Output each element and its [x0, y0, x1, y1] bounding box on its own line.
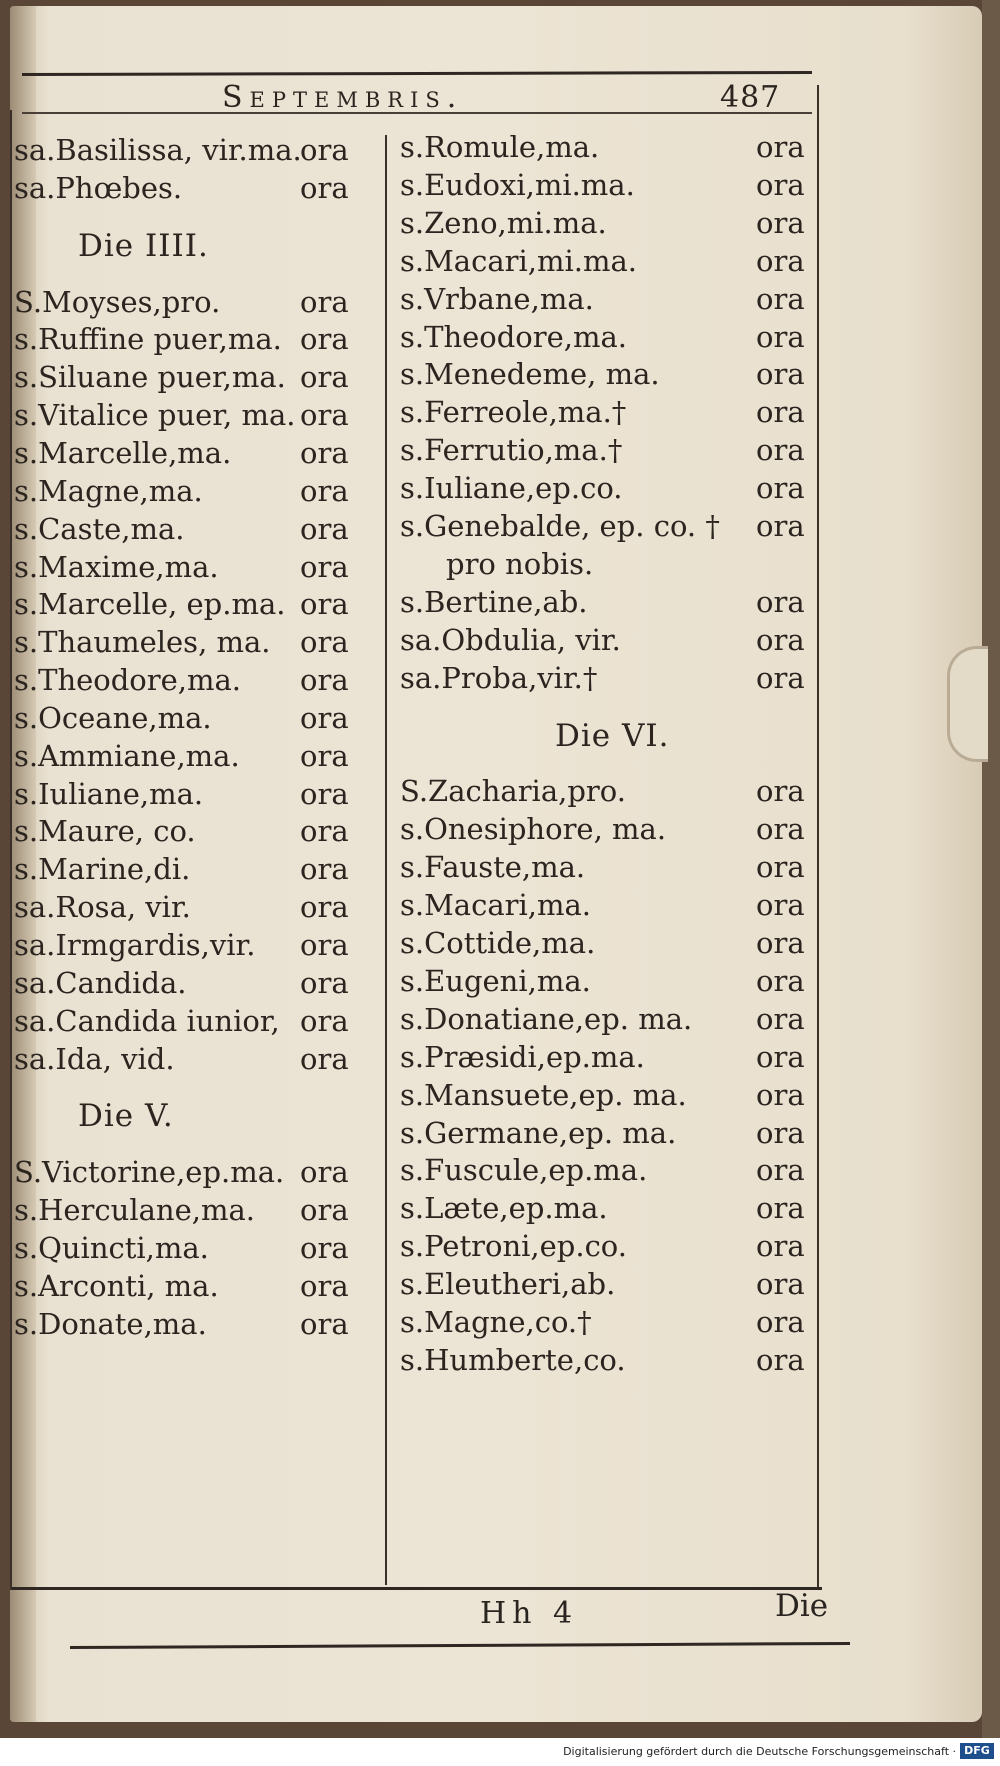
saint-entry: s.Romule,ma.: [400, 130, 600, 164]
saint-entry: s.Quincti,ma.: [14, 1230, 209, 1265]
saint-entry: S.Victorine,ep.ma.: [14, 1155, 285, 1190]
ora-response: ora: [756, 1342, 805, 1377]
ora-response: ora: [300, 852, 349, 887]
saint-entry: s.Iuliane,ep.co.: [400, 471, 623, 506]
saint-entry: s.Macari,ma.: [400, 888, 591, 923]
ora-response: ora: [300, 170, 349, 205]
ora-response: ora: [300, 1306, 349, 1341]
saint-entry: sa.Proba,vir.†: [400, 660, 598, 695]
saint-entry: s.Vrbane,ma.: [400, 281, 594, 316]
saint-entry: s.Magne,co.†: [400, 1305, 592, 1339]
saint-entry: pro nobis.: [446, 546, 594, 581]
saint-entry: sa.Candida iunior,: [14, 1003, 280, 1038]
ora-response: ora: [300, 1041, 349, 1076]
ora-response: ora: [756, 509, 805, 543]
dfg-logo: DFG: [960, 1743, 994, 1759]
ora-response: ora: [756, 584, 805, 619]
saint-entry: sa.Candida.: [14, 965, 187, 1000]
saint-entry: s.Maure, co.: [14, 814, 196, 849]
saint-entry: s.Præsidi,ep.ma.: [400, 1039, 645, 1074]
ora-response: ora: [300, 776, 349, 811]
ora-response: ora: [300, 1193, 349, 1228]
saint-entry: s.Marcelle,ma.: [14, 435, 232, 470]
column-divider-rule: [385, 135, 387, 1585]
ora-response: ora: [756, 167, 805, 202]
book-edge: [982, 0, 1000, 1738]
catchword: Die: [775, 1588, 829, 1624]
ora-response: ora: [756, 1267, 805, 1302]
ora-response: ora: [300, 133, 349, 167]
saint-entry: sa.Ida, vid.: [14, 1041, 175, 1076]
ora-response: ora: [300, 1230, 349, 1265]
saint-entry: s.Fuscule,ep.ma.: [400, 1153, 648, 1188]
ora-response: ora: [300, 1003, 349, 1038]
saint-entry: s.Onesiphore, ma.: [400, 812, 667, 847]
saint-entry: s.Caste,ma.: [14, 511, 185, 546]
ora-response: ora: [300, 587, 349, 622]
ora-response: ora: [756, 243, 805, 278]
saint-entry: s.Maxime,ma.: [14, 549, 219, 584]
funding-credit: Digitalisierung gefördert durch die Deutsche Forschungsgemeinschaft ·: [563, 1745, 956, 1758]
saint-entry: s.Ruffine puer,ma.: [14, 322, 282, 357]
saint-entry: s.Eudoxi,mi.ma.: [400, 167, 635, 202]
saint-entry: sa.Irmgardis,vir.: [14, 928, 256, 962]
ora-response: ora: [756, 205, 805, 240]
saint-entry: s.Menedeme, ma.: [400, 357, 660, 392]
ora-response: ora: [756, 963, 805, 998]
saint-entry: s.Theodore,ma.: [14, 663, 242, 698]
ora-response: ora: [300, 928, 349, 962]
ora-response: ora: [756, 812, 805, 847]
ora-response: ora: [756, 1191, 805, 1226]
saint-entry: s.Zeno,mi.ma.: [400, 205, 607, 240]
ora-response: ora: [300, 625, 349, 660]
ora-response: ora: [756, 850, 805, 885]
text-block-bottom-rule: [12, 1587, 822, 1590]
ora-response: ora: [300, 700, 349, 735]
ora-response: ora: [300, 738, 349, 773]
ora-response: ora: [756, 888, 805, 923]
saint-entry: s.Marine,di.: [14, 852, 191, 887]
page-number: 487: [720, 80, 781, 115]
saint-entry: sa.Obdulia, vir.: [400, 622, 621, 657]
ora-response: ora: [300, 360, 349, 395]
right-border-rule: [817, 85, 819, 1590]
saint-entry: s.Herculane,ma.: [14, 1193, 255, 1228]
saint-entry: s.Genebalde, ep. co. †: [400, 509, 720, 543]
saint-entry: s.Thaumeles, ma.: [14, 625, 271, 660]
ora-response: ora: [756, 130, 805, 164]
saint-entry: s.Macari,mi.ma.: [400, 243, 637, 278]
saint-entry: s.Iuliane,ma.: [14, 776, 204, 811]
left-border-rule: [10, 110, 12, 1590]
ora-response: ora: [756, 622, 805, 657]
saint-entry: sa.Phœbes.: [14, 170, 183, 205]
ora-response: ora: [300, 473, 349, 508]
ora-response: ora: [756, 281, 805, 316]
ora-response: ora: [300, 398, 349, 433]
day-heading: Die IIII.: [78, 227, 209, 264]
saint-entry: sa.Rosa, vir.: [14, 890, 191, 925]
day-heading: Die VI.: [555, 717, 670, 754]
saint-entry: sa.Basilissa, vir.ma.: [14, 133, 302, 167]
saint-entry: s.Donatiane,ep. ma.: [400, 1001, 693, 1036]
ora-response: ora: [300, 322, 349, 357]
ora-response: ora: [756, 1077, 805, 1112]
saint-entry: s.Ferreole,ma.†: [400, 395, 627, 430]
ora-response: ora: [756, 1153, 805, 1188]
saint-entry: s.Bertine,ab.: [400, 584, 588, 619]
running-title: Septembris.: [222, 80, 464, 115]
ora-response: ora: [300, 549, 349, 584]
saint-entry: s.Mansuete,ep. ma.: [400, 1077, 687, 1112]
ora-response: ora: [756, 395, 805, 430]
day-heading: Die V.: [78, 1098, 174, 1135]
saint-entry: s.Petroni,ep.co.: [400, 1229, 627, 1264]
saint-entry: s.Humberte,co.: [400, 1342, 626, 1377]
saint-entry: s.Ammiane,ma.: [14, 738, 240, 773]
saint-entry: s.Magne,ma.: [14, 473, 203, 508]
saint-entry: s.Læte,ep.ma.: [400, 1191, 608, 1226]
ora-response: ora: [756, 319, 805, 354]
ora-response: ora: [756, 1001, 805, 1036]
ora-response: ora: [300, 435, 349, 470]
ora-response: ora: [756, 660, 805, 695]
saint-entry: s.Donate,ma.: [14, 1306, 207, 1341]
saint-entry: s.Theodore,ma.: [400, 319, 628, 354]
saint-entry: s.Cottide,ma.: [400, 926, 596, 960]
saint-entry: s.Eleutheri,ab.: [400, 1267, 616, 1302]
digitization-footer: [0, 1738, 1000, 1766]
ora-response: ora: [756, 926, 805, 960]
ora-response: ora: [300, 814, 349, 849]
saint-entry: s.Siluane puer,ma.: [14, 360, 286, 395]
ora-response: ora: [300, 284, 349, 319]
ora-response: ora: [756, 1115, 805, 1150]
signature-mark: Hh 4: [480, 1596, 579, 1631]
saint-entry: s.Germane,ep. ma.: [400, 1115, 677, 1150]
ora-response: ora: [756, 1039, 805, 1074]
ora-response: ora: [300, 663, 349, 698]
ora-response: ora: [756, 774, 805, 809]
ora-response: ora: [300, 511, 349, 546]
ora-response: ora: [300, 890, 349, 925]
saint-entry: s.Eugeni,ma.: [400, 963, 591, 998]
page-clip: [947, 646, 988, 762]
ora-response: ora: [300, 965, 349, 1000]
saint-entry: s.Oceane,ma.: [14, 700, 212, 735]
ora-response: ora: [300, 1155, 349, 1190]
saint-entry: S.Moyses,pro.: [14, 284, 221, 319]
ora-response: ora: [756, 471, 805, 506]
saint-entry: S.Zacharia,pro.: [400, 774, 626, 809]
ora-response: ora: [756, 1229, 805, 1264]
saint-entry: s.Fauste,ma.: [400, 850, 586, 885]
saint-entry: s.Arconti, ma.: [14, 1268, 219, 1303]
ora-response: ora: [756, 1305, 805, 1339]
saint-entry: s.Vitalice puer, ma.: [14, 398, 296, 433]
ora-response: ora: [756, 357, 805, 392]
ora-response: ora: [756, 433, 805, 468]
saint-entry: s.Ferrutio,ma.†: [400, 433, 623, 468]
saint-entry: s.Marcelle, ep.ma.: [14, 587, 286, 622]
ora-response: ora: [300, 1268, 349, 1303]
